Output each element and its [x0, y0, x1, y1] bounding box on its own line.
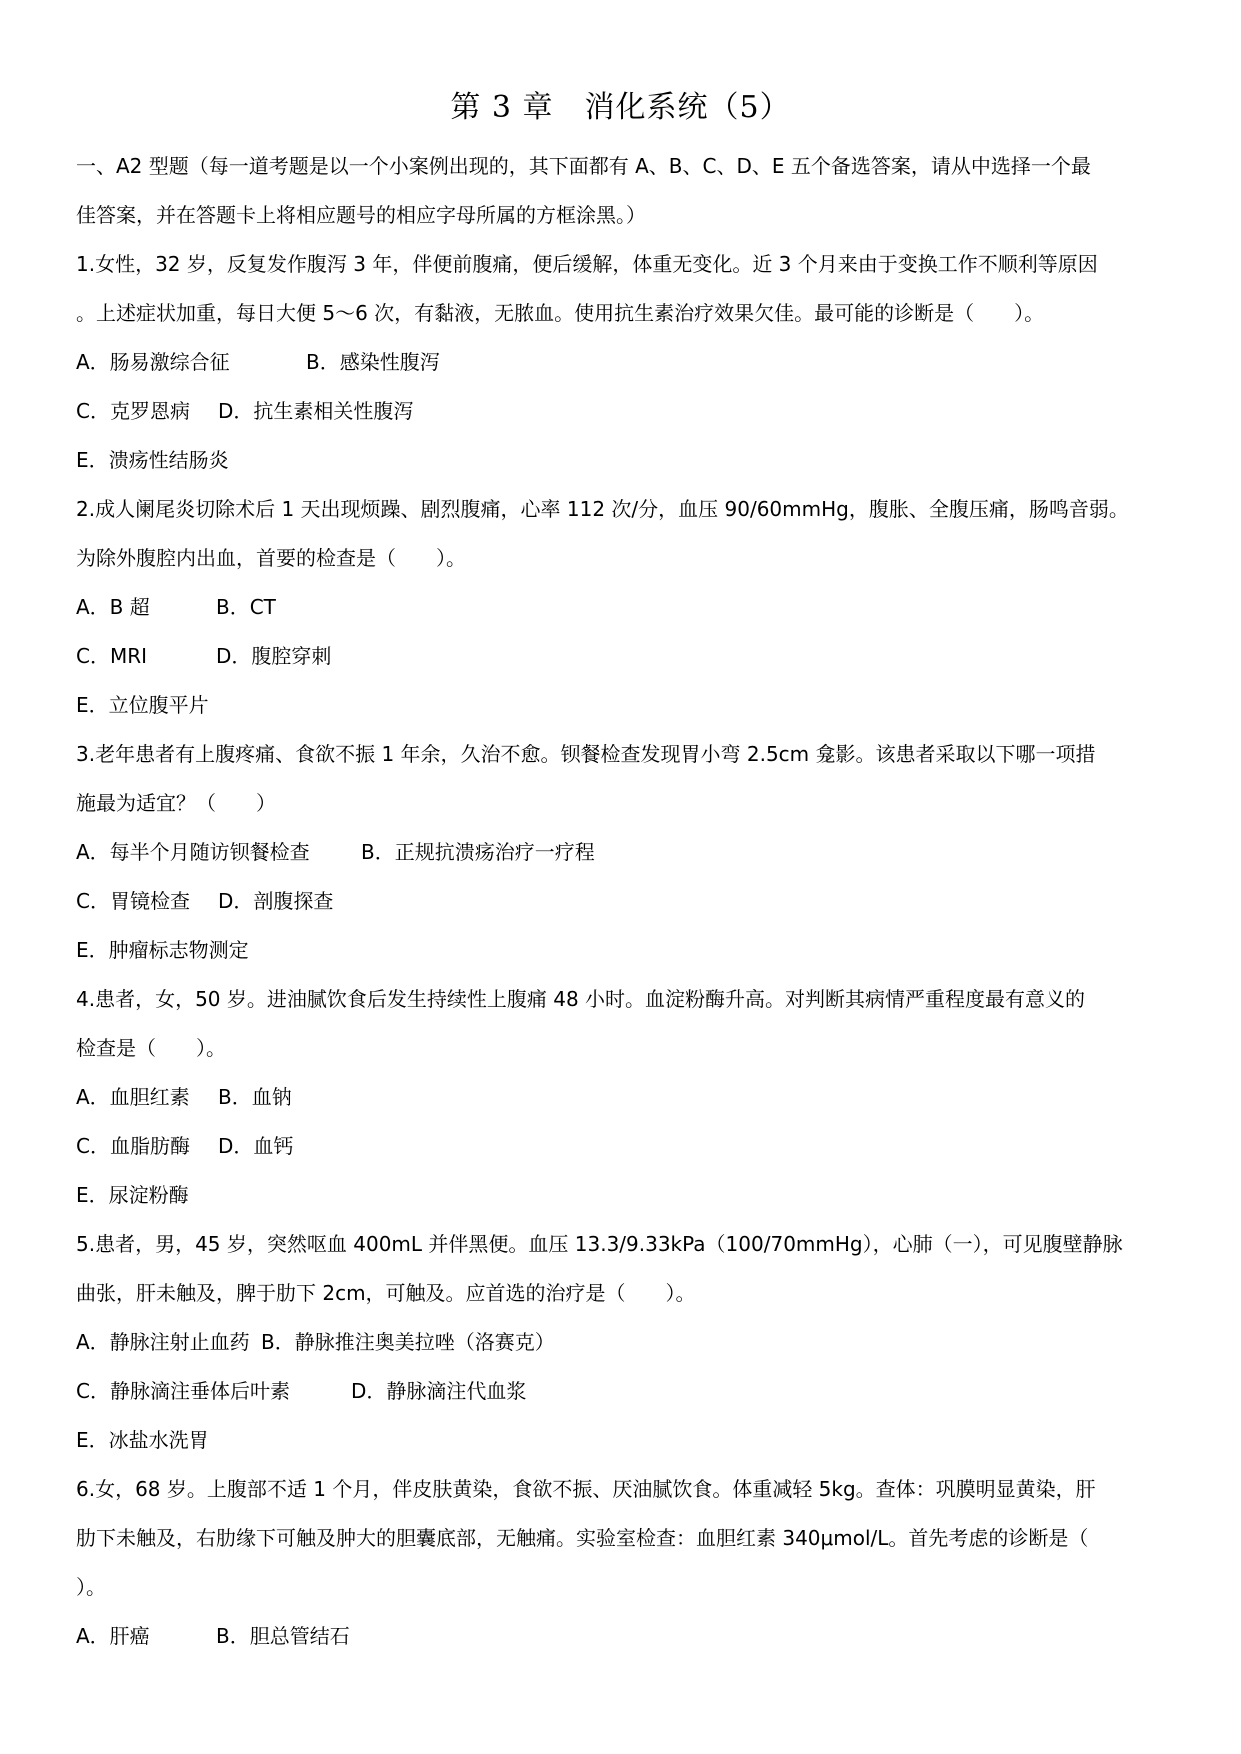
question-4-option-e: E．尿淀粉酶: [76, 1183, 189, 1207]
question-1-option-a: A．肠易激综合征: [76, 350, 230, 374]
question-6-stem-line-1: 6.女，68 岁。上腹部不适 1 个月，伴皮肤黄染，食欲不振、厌油腻饮食。体重减轻 5kg。查体：巩膜明显黄染，肝: [76, 1477, 1096, 1501]
question-4-option-d: D．血钙: [218, 1134, 294, 1158]
question-6-options-row-1: [76, 1612, 1172, 1661]
question-5-stem-line-1: 5.患者，男，45 岁，突然呕血 400mL 并伴黑便。血压 13.3/9.33kPa（100/70mmHg），心肺（一），可见腹壁静脉: [76, 1232, 1123, 1256]
question-4-stem-line-2: 检查是（ ）。: [76, 1036, 226, 1060]
question-3-stem-line-2: 施最为适宜？（ ）: [76, 791, 276, 815]
question-2-option-a: A．B 超: [76, 595, 150, 619]
question-1-stem-line-2: 。上述症状加重，每日大便 5～6 次，有黏液，无脓血。使用抗生素治疗效果欠佳。最可能的诊断是（ ）。: [76, 301, 1045, 325]
question-3-stem-line-1: 3.老年患者有上腹疼痛、食欲不振 1 年余，久治不愈。钡餐检查发现胃小弯 2.5cm 龛影。该患者采取以下哪一项措: [76, 742, 1096, 766]
question-3-option-a: A．每半个月随访钡餐检查: [76, 840, 310, 864]
question-5-option-d: D．静脉滴注代血浆: [351, 1379, 527, 1403]
question-1-option-c: C．克罗恩病: [76, 399, 190, 423]
question-5-stem-line-2: 曲张，肝未触及，脾于肋下 2cm，可触及。应首选的治疗是（ ）。: [76, 1281, 696, 1305]
question-2-option-c: C．MRI: [76, 644, 148, 668]
question-6-stem-line-2: 肋下未触及，右肋缘下可触及肿大的胆囊底部，无触痛。实验室检查：血胆红素 340μmol/L。首先考虑的诊断是（: [76, 1526, 1089, 1550]
question-4-options-row-1: [76, 1073, 1172, 1122]
question-4-stem-line-1: 4.患者，女，50 岁。进油腻饮食后发生持续性上腹痛 48 小时。血淀粉酶升高。对判断其病情严重程度最有意义的: [76, 987, 1086, 1011]
question-3-option-e: E．肿瘤标志物测定: [76, 938, 249, 962]
question-5-option-e: E．冰盐水洗胃: [76, 1428, 209, 1452]
question-2-stem-line-1: 2.成人阑尾炎切除术后 1 天出现烦躁、剧烈腹痛，心率 112 次/分，血压 90/60mmHg，腹胀、全腹压痛，肠鸣音弱。: [76, 497, 1129, 521]
question-4-option-b: B．血钠: [218, 1085, 292, 1109]
question-2-options-row-2: [76, 632, 1172, 681]
question-2-option-e: E．立位腹平片: [76, 693, 209, 717]
question-2-options-row-1: [76, 583, 1172, 632]
question-6-option-b: B．胆总管结石: [216, 1624, 350, 1648]
question-2-option-b: B．CT: [216, 595, 276, 619]
question-3-option-b: B．正规抗溃疡治疗一疗程: [361, 840, 595, 864]
question-1-option-e: E．溃疡性结肠炎: [76, 448, 229, 472]
question-6-stem-line-3: ）。: [76, 1575, 106, 1599]
question-5-option-c: C．静脉滴注垂体后叶素: [76, 1379, 290, 1403]
question-1-option-d: D．抗生素相关性腹泻: [218, 399, 414, 423]
question-2-stem-line-2: 为除外腹腔内出血，首要的检查是（ ）。: [76, 546, 466, 570]
question-2-option-d: D．腹腔穿刺: [216, 644, 332, 668]
question-5-options-row-1: [76, 1318, 1172, 1367]
question-5-option-a: A．静脉注射止血药: [76, 1330, 250, 1354]
question-4-option-a: A．血胆红素: [76, 1085, 190, 1109]
chapter-title: 第 3 章 消化系统（5）: [450, 90, 791, 125]
question-1-options-row-2: [76, 387, 1172, 436]
question-3-option-c: C．胃镜检查: [76, 889, 190, 913]
section-instruction-line-1: 一、A2 型题（每一道考题是以一个小案例出现的，其下面都有 A、B、C、D、E 五个备选答案，请从中选择一个最: [76, 154, 1091, 178]
question-3-options-row-1: [76, 828, 1172, 877]
question-5-option-b: B．静脉推注奥美拉唑（洛赛克）: [261, 1330, 555, 1354]
question-1-options-row-1: [76, 338, 1172, 387]
question-1-option-b: B．感染性腹泻: [306, 350, 440, 374]
question-1-stem-line-1: 1.女性，32 岁，反复发作腹泻 3 年，伴便前腹痛，便后缓解，体重无变化。近 3 个月来由于变换工作不顺利等原因: [76, 252, 1098, 276]
question-3-option-d: D．剖腹探查: [218, 889, 334, 913]
document-body: [76, 142, 1172, 1661]
question-4-options-row-2: [76, 1122, 1172, 1171]
question-4-option-c: C．血脂肪酶: [76, 1134, 190, 1158]
question-6-option-a: A．肝癌: [76, 1624, 150, 1648]
section-instruction-line-2: 佳答案，并在答题卡上将相应题号的相应字母所属的方框涂黑。）: [76, 203, 646, 227]
question-3-options-row-2: [76, 877, 1172, 926]
question-5-options-row-2: [76, 1367, 1172, 1416]
